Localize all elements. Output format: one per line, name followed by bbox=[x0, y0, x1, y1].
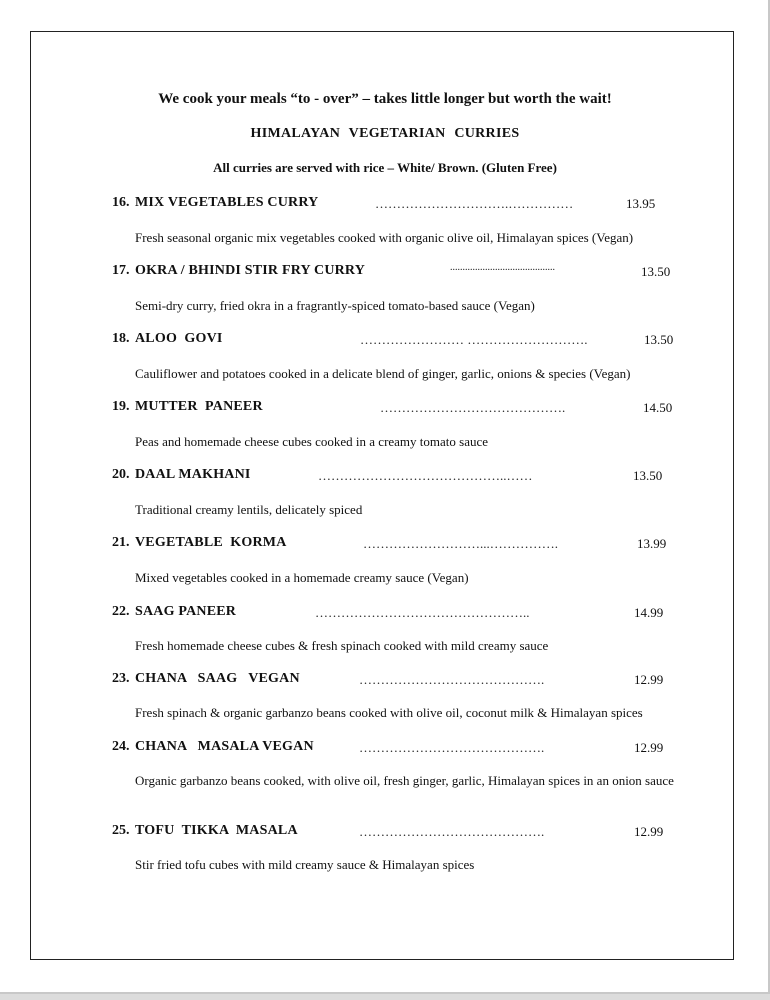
item-price: 13.95 bbox=[626, 196, 656, 211]
item-number: 20. bbox=[112, 467, 130, 482]
item-description: Organic garbanzo beans cooked, with olive oil, fresh ginger, garlic, Himalayan spices in an onion sauce bbox=[135, 773, 674, 788]
item-number: 17. bbox=[112, 263, 130, 278]
item-number: 19. bbox=[112, 399, 130, 414]
item-description: Fresh spinach & organic garbanzo beans cooked with olive oil, coconut milk & Himalayan spices bbox=[135, 705, 643, 720]
item-price: 12.99 bbox=[634, 740, 664, 755]
item-description: Cauliflower and potatoes cooked in a delicate blend of ginger, garlic, onions & species (Vegan) bbox=[135, 366, 631, 381]
item-name: ALOO GOVI bbox=[135, 331, 223, 346]
item-leader: …………………… ………………………. bbox=[360, 332, 588, 347]
item-leader: ……………………………………. bbox=[380, 400, 566, 415]
item-number: 25. bbox=[112, 823, 130, 838]
item-number: 22. bbox=[112, 604, 130, 619]
item-number: 18. bbox=[112, 331, 130, 346]
item-price: 13.50 bbox=[641, 264, 671, 279]
item-name: SAAG PANEER bbox=[135, 604, 237, 619]
item-price: 14.50 bbox=[643, 400, 673, 415]
item-name: MIX VEGETABLES CURRY bbox=[135, 195, 319, 210]
item-price: 14.99 bbox=[634, 605, 664, 620]
item-number: 21. bbox=[112, 535, 130, 550]
item-description: Peas and homemade cheese cubes cooked in a creamy tomato sauce bbox=[135, 434, 489, 449]
item-description: Semi-dry curry, fried okra in a fragrantly-spiced tomato-based sauce (Vegan) bbox=[135, 298, 535, 313]
item-description: Traditional creamy lentils, delicately spiced bbox=[135, 502, 363, 517]
item-number: 24. bbox=[112, 739, 130, 754]
item-name: CHANA SAAG VEGAN bbox=[135, 671, 300, 686]
item-leader: ……………………………………. bbox=[359, 824, 545, 839]
item-leader: ………………………...……………. bbox=[363, 536, 558, 551]
item-name: DAAL MAKHANI bbox=[135, 467, 251, 482]
item-description: Fresh seasonal organic mix vegetables cooked with organic olive oil, Himalayan spices (Vegan) bbox=[135, 230, 634, 245]
item-name: MUTTER PANEER bbox=[135, 399, 263, 414]
page-title: HIMALAYAN VEGETARIAN CURRIES bbox=[250, 126, 520, 141]
item-price: 13.50 bbox=[644, 332, 674, 347]
item-name: OKRA / BHINDI STIR FRY CURRY bbox=[135, 263, 366, 278]
item-name: VEGETABLE KORMA bbox=[135, 535, 287, 550]
header-note: All curries are served with rice – White/ Brown. (Gluten Free) bbox=[213, 160, 557, 175]
item-price: 13.50 bbox=[633, 468, 663, 483]
header-tagline: We cook your meals “to - over” – takes little longer but worth the wait! bbox=[158, 91, 612, 107]
item-leader: .......................................... bbox=[450, 262, 555, 273]
item-name: CHANA MASALA VEGAN bbox=[135, 739, 314, 754]
item-leader: ………………………….…………… bbox=[375, 196, 574, 211]
item-price: 12.99 bbox=[634, 672, 664, 687]
item-leader: ……………………………………. bbox=[359, 672, 545, 687]
item-leader: ……………………………………. bbox=[359, 740, 545, 755]
item-description: Stir fried tofu cubes with mild creamy sauce & Himalayan spices bbox=[135, 857, 475, 872]
item-leader: ……………………………………..…… bbox=[318, 468, 533, 483]
item-name: TOFU TIKKA MASALA bbox=[135, 823, 298, 838]
item-price: 13.99 bbox=[637, 536, 667, 551]
item-description: Fresh homemade cheese cubes & fresh spinach cooked with mild creamy sauce bbox=[135, 638, 549, 653]
item-price: 12.99 bbox=[634, 824, 664, 839]
item-description: Mixed vegetables cooked in a homemade creamy sauce (Vegan) bbox=[135, 570, 469, 585]
item-number: 23. bbox=[112, 671, 130, 686]
item-number: 16. bbox=[112, 195, 130, 210]
item-leader: ………………………………………….. bbox=[315, 605, 530, 620]
